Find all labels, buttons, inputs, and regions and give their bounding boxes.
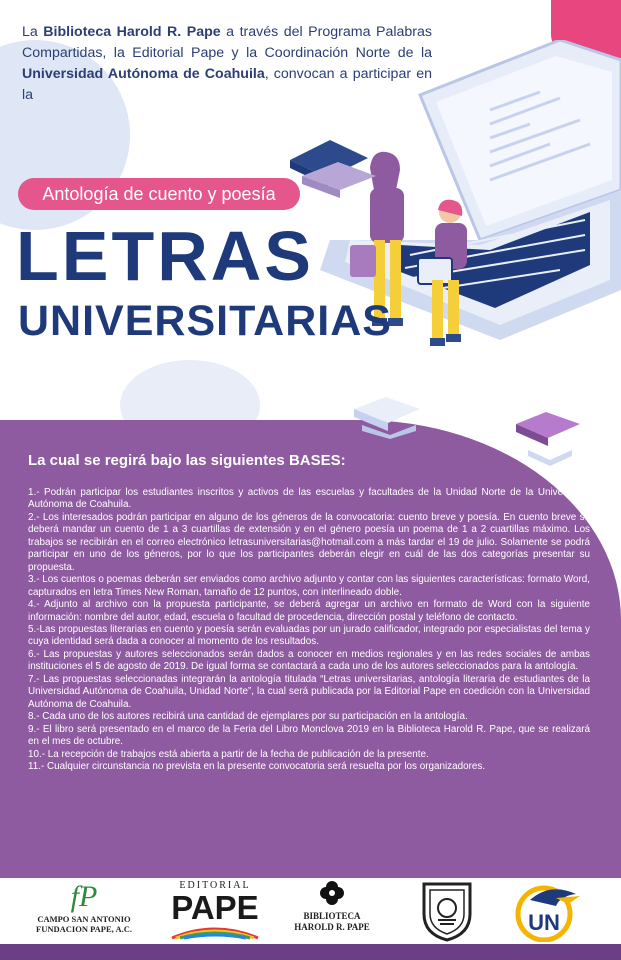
bases-item: 8.- Cada uno de los autores recibirá una cantidad de ejemplares por su participación en la antología. — [28, 711, 468, 723]
bases-item: 10.- La recepción de trabajos está abierta a partir de la fecha de publicación de la presente. — [28, 748, 429, 760]
anthology-label: Antología de cuento y poesía — [18, 178, 300, 210]
bases-item: 5.-Las propuestas literarias en cuento y poesía serán evaluadas por un jurado calificador, integrado por especialistas del tema y cuya identidad será dada a conocer al momento de los resultados. — [28, 623, 590, 648]
bases-item: 7.- Las propuestas seleccionadas integrarán la antología titulada “Letras universitarias, antología literaria de estudiantes de la Universidad Autónoma de Coahuila, Unidad Norte”, la cual será publicada por la Editorial Pape en coedición con la Universidad Autónoma de Coahuila. — [28, 673, 590, 710]
bases-item: 4.- Adjunto al archivo con la propuesta participante, se deberá agregar un archivo en formato de Word con la siguiente información: nombre del autor, edad, escuela o facultad de procedencia, dirección postal y teléfono de contacto. — [28, 599, 590, 623]
floating-tile-icon — [514, 410, 584, 470]
page-title-line1: LETRAS — [16, 217, 314, 295]
floating-tile-icon — [300, 160, 380, 206]
campo-san-antonio-logo: fP CAMPO SAN ANTONIO FUNDACION PAPE, A.C. — [24, 880, 144, 934]
un-eagle-logo — [510, 880, 590, 947]
bases-item: 11.- Cualquier circunstancia no prevista en la presente convocatoria será resuelta por los organizadores. — [28, 760, 486, 772]
bases-item: 6.- Las propuestas y autores seleccionados serán dados a conocer en medios regionales y en las redes sociales de ambas instituciones el 5 de agosto de 2019. De igual forma se contactará a cada uno de los autores seleccionados para la antología. — [28, 648, 590, 673]
biblioteca-logo: BIBLIOTECA HAROLD R. PAPE — [282, 880, 382, 933]
editorial-pape-logo: EDITORIAL PAPE — [160, 880, 270, 945]
rainbow-book-icon — [170, 924, 260, 940]
shield-icon — [418, 880, 476, 942]
fp-mark: fP — [70, 880, 98, 913]
bases-heading: La cual se regirá bajo las siguientes BASES: — [28, 452, 346, 469]
page-title-line2: UNIVERSITARIAS — [18, 297, 392, 345]
bases-list — [28, 487, 590, 773]
bases-item: 2.- Los interesados podrán participar en alguno de los géneros de la convocatoria: cuento breve y poesía. En cuento breve se deberá mandar un cuento de 1 a 3 cuartillas de extensión y en el género poesía un poema de 1 a 2 cuartillas máximo. Los trabajos se recibirán en el correo electrónico letrasuniversitarias@hotmail.com a más tardar el 19 de julio. Solamente se podrá participar en uno de los géneros, por lo que los participantes deberán elegir en cuál de las dos categorías presentar su propuesta. — [28, 511, 590, 573]
un-mark: UN — [528, 910, 560, 935]
bases-item: 1.- Podrán participar los estudiantes inscritos y activos de las escuelas y facultades de la Unidad Norte de la Universidad Autónoma de Coahuila. — [28, 487, 590, 511]
bases-item: 3.- Los cuentos o poemas deberán ser enviados como archivo adjunto y contar con las siguientes características: formato Word, capturados en letra Times New Roman, tamaño de 12 puntos, con interlineado doble. — [28, 574, 590, 598]
uadec-shield-logo — [418, 880, 476, 947]
eagle-icon — [510, 880, 590, 942]
floating-tile-icon — [352, 395, 424, 439]
intro-paragraph: La Biblioteca Harold R. Pape a través del Programa Palabras Compartidas, la Editorial Pape y la Coordinación Norte de la Universidad Autónoma de Coahuila, convocan a participar en la — [22, 24, 432, 103]
bases-item: 9.- El libro será presentado en el marco de la Feria del Libro Monclova 2019 en la Biblioteca Harold R. Pape, que se realizará en el mes de octubre. — [28, 723, 590, 748]
flower-icon — [319, 880, 345, 906]
